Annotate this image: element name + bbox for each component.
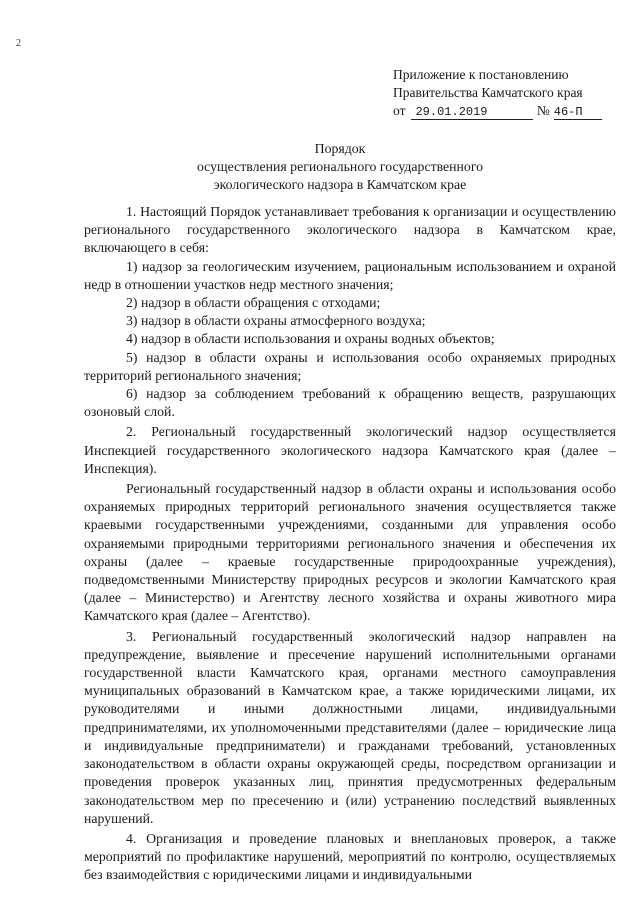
from-label: от (393, 103, 406, 118)
document-body (84, 203, 616, 885)
number-label: № (536, 103, 550, 118)
paragraph-1: 1. Настоящий Порядок устанавливает требования к организации и осуществлению регионального государственного экологического надзора в Камчатском крае, включающего в себя: (84, 204, 616, 256)
resolution-date: 29.01.2019 (411, 106, 533, 120)
paragraph-4: 4. Организация и проведение плановых и внеплановых проверок, а также мероприятий по профилактике нарушений, мероприятий по контролю, осуществляемых без взаимодействия с юридическими лицами и индивидуальными (84, 830, 616, 883)
list-item-2: 2) надзор в области обращения с отходами; (126, 295, 381, 311)
title-line-3: экологического надзора в Камчатском крае (213, 177, 467, 192)
list-item-3: 3) надзор в области охраны атмосферного воздуха; (126, 313, 426, 329)
header-line-2: Правительства Камчатского края (393, 85, 583, 100)
document-title (140, 140, 540, 194)
appendix-header (393, 66, 623, 120)
list-item-1: 1) надзор за геологическим изучением, рациональным использованием и охраной недр в отношении участков недр местного значения; (84, 258, 616, 292)
list-item-4: 4) надзор в области использования и охраны водных объектов; (126, 331, 495, 347)
header-line-3 (393, 102, 623, 120)
corner-mark: 2 (16, 38, 21, 49)
paragraph-3: 3. Региональный государственный экологический надзор направлен на предупреждение, выявление и пресечение нарушений исполнительными органами государственной власти Камчатского края, органами местного самоуправления муниципальных образований в Камчатском крае, а также юридическими лицами, их руководителями и иными должностными лицами, индивидуальными предпринимателями, их уполномоченными представителями (далее – юридические лица и индивидуальные предприниматели) и гражданами требований, установленных законодательством в области охраны окружающей среды, посредством организации и проведения проверок указанных лиц, принятия предусмотренных федеральным законодательством мер по пресечению и (или) устранению последствий выявленных нарушений. (84, 628, 616, 826)
paragraph-2: 2. Региональный государственный экологический надзор осуществляется Инспекцией государственного экологического надзора Камчатского края (далее – Инспекция). (84, 424, 616, 476)
title-line-2: осуществления регионального государственного (196, 159, 484, 174)
resolution-number: 46-П (554, 106, 602, 120)
paragraph-2-continued: Региональный государственный надзор в области охраны и использования особо охраняемых природных территорий регионального значения осуществляется также краевыми государственными учреждениями, созданными для управления особо охраняемыми природными территориями регионального значения и обеспечения их охраны (далее – краевые государственные природоохранные учреждения), подведомственными Министерству природных ресурсов и экологии Камчатского края (далее – Министерство) и Агентству лесного хозяйства и охраны животного мира Камчатского края (далее – Агентство). (84, 481, 616, 624)
header-line-1: Приложение к постановлению (393, 67, 569, 82)
list-item-6: 6) надзор за соблюдением требований к обращению веществ, разрушающих озоновый слой. (84, 386, 616, 420)
list-item-5: 5) надзор в области охраны и использования особо охраняемых природных территорий регионального значения; (84, 349, 616, 383)
title-line-1: Порядок (314, 141, 366, 156)
